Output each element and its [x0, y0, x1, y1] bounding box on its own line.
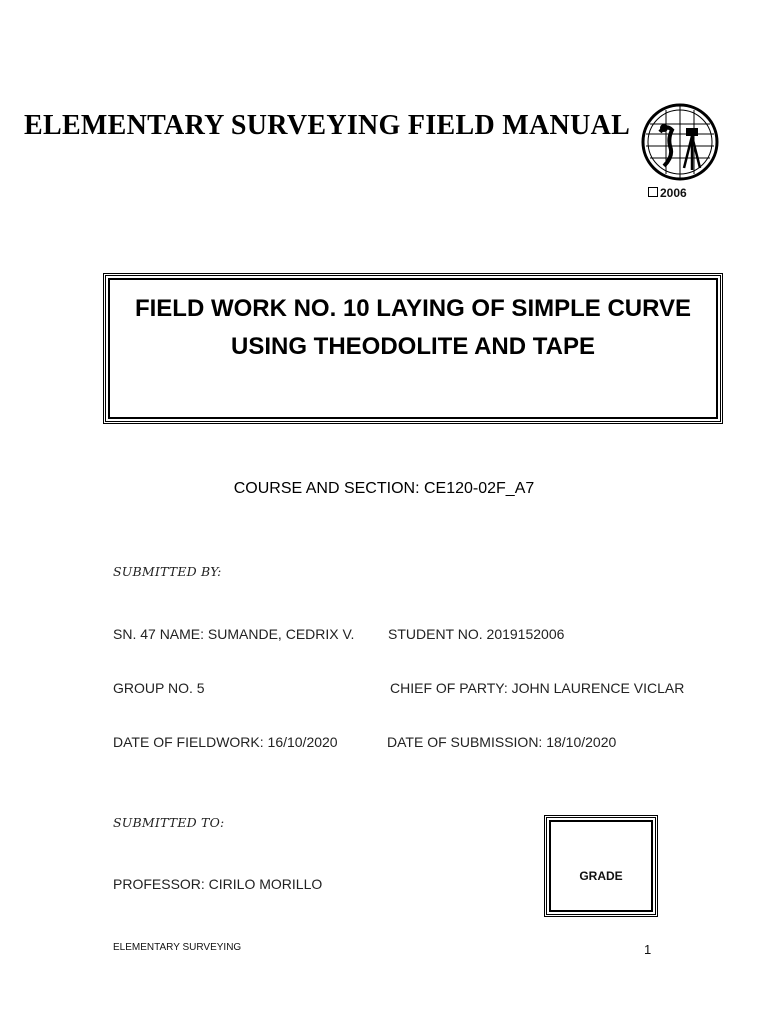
chief-of-party: CHIEF OF PARTY: JOHN LAURENCE VICLAR: [390, 680, 685, 696]
surveyor-logo-icon: [640, 102, 720, 182]
copyright-symbol-icon: [648, 187, 658, 197]
date-of-submission: DATE OF SUBMISSION: 18/10/2020: [387, 734, 617, 750]
copyright-notice: [648, 186, 687, 200]
student-name: SN. 47 NAME: SUMANDE, CEDRIX V.: [113, 626, 355, 642]
copyright-year: 2006: [660, 186, 687, 200]
student-number: STUDENT NO. 2019152006: [388, 626, 565, 642]
grade-label: GRADE: [579, 869, 623, 883]
fieldwork-title-line-1: FIELD WORK NO. 10 LAYING OF SIMPLE CURVE: [134, 295, 692, 322]
course-and-section: COURSE AND SECTION: CE120-02F_A7: [233, 480, 535, 497]
date-of-fieldwork: DATE OF FIELDWORK: 16/10/2020: [113, 734, 338, 750]
fieldwork-title-box: [103, 273, 723, 424]
page-number: 1: [644, 942, 652, 957]
group-number: GROUP NO. 5: [113, 680, 205, 696]
footer-course-name: ELEMENTARY SURVEYING: [113, 942, 242, 953]
submitted-to-label: SUBMITTED TO:: [113, 815, 225, 830]
manual-title: ELEMENTARY SURVEYING FIELD MANUAL: [24, 110, 631, 141]
submitted-by-label: SUBMITTED BY:: [113, 564, 222, 579]
grade-box: [544, 815, 658, 917]
fieldwork-title-line-2: USING THEODOLITE AND TAPE: [230, 333, 595, 360]
professor-name: PROFESSOR: CIRILO MORILLO: [113, 876, 323, 892]
